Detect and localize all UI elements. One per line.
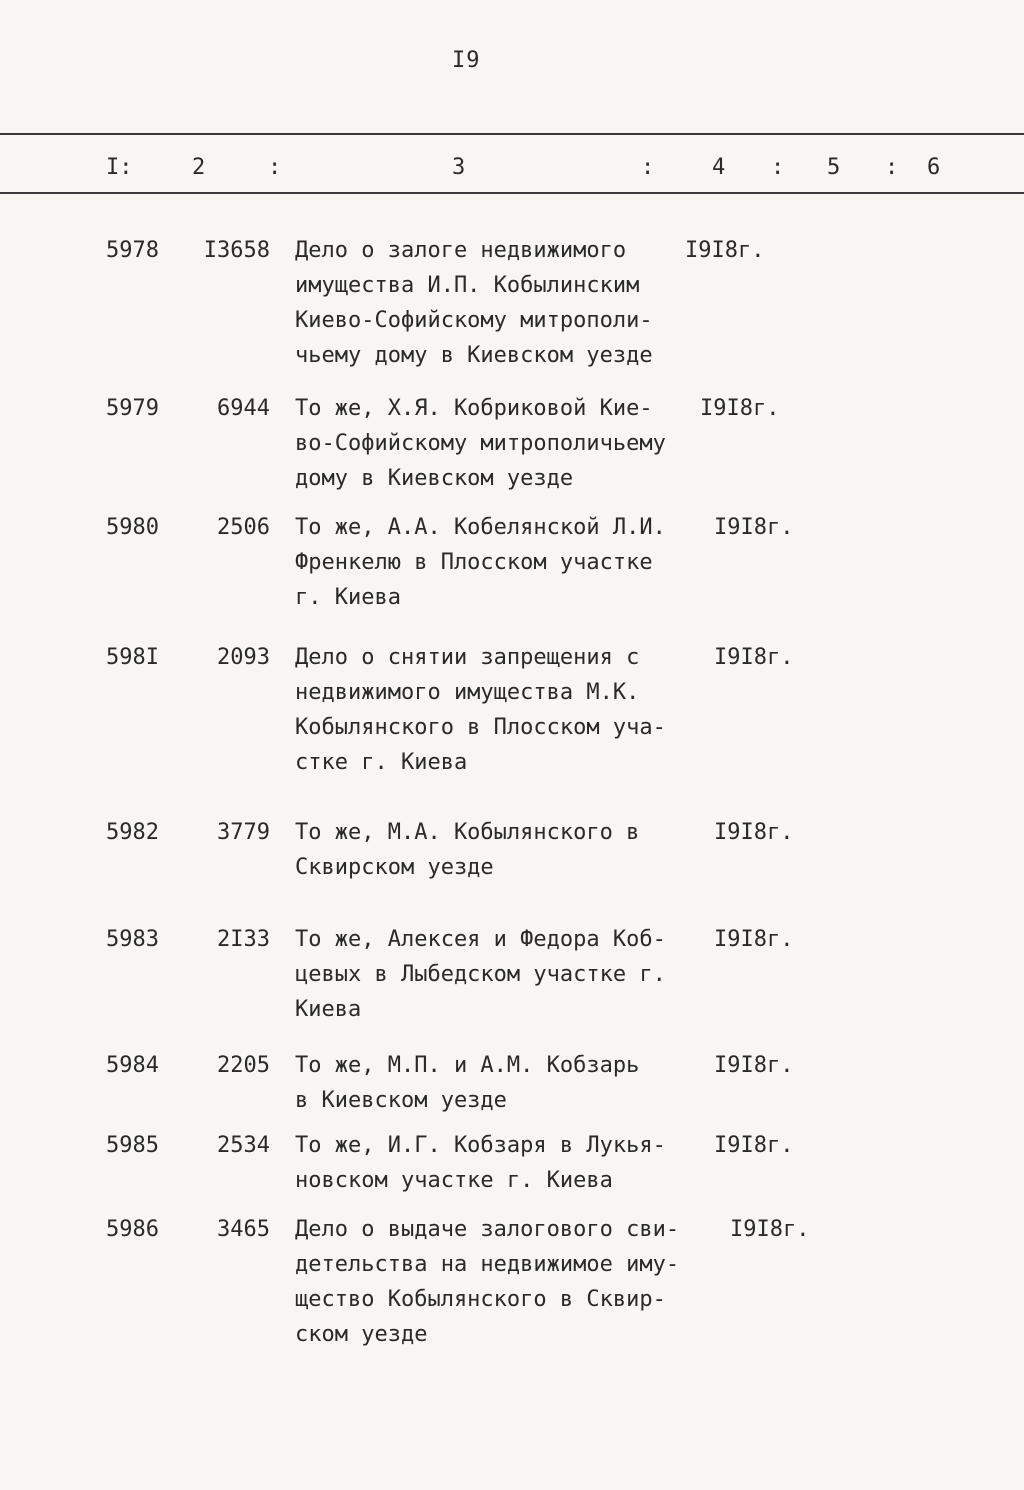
title-line: Френкелю в Плосском участке [295,550,653,575]
header-bottom-rule [0,192,1024,194]
title-line: То же, А.А. Кобелянской Л.И. [295,515,666,540]
entry-number: 5979 [106,396,159,421]
entry-date: I9I8г. [685,238,765,263]
title-line: детельства на недвижимое иму- [295,1252,680,1277]
title-line: Дело о выдаче залогового сви- [295,1217,680,1242]
old-number: 2534 [217,1133,270,1158]
header-col-3: 3 [452,155,466,180]
header-separator: : [771,155,785,180]
title-line: в Киевском уезде [295,1088,507,1113]
header-col-5: 5 [827,155,841,180]
entry-title [295,1212,715,1352]
title-line: Дело о залоге недвижимого [295,238,627,263]
title-line: То же, М.А. Кобылянского в [295,820,640,845]
old-number: 2093 [217,645,270,670]
entry-number: 5978 [106,238,159,263]
old-number: 2205 [217,1053,270,1078]
entry-title [295,922,715,1027]
title-line: То же, И.Г. Кобзаря в Лукья- [295,1133,666,1158]
header-col-1: I: [106,155,133,180]
header-separator: : [268,155,282,180]
entry-title [295,815,715,885]
entry-title [295,510,715,615]
entry-date: I9I8г. [700,396,780,421]
old-number: I3658 [203,238,270,263]
entry-date: I9I8г. [714,927,794,952]
title-line: стке г. Киева [295,750,468,775]
entry-date: I9I8г. [714,1053,794,1078]
page-number: I9 [452,48,481,73]
title-line: Дело о снятии запрещения с [295,645,640,670]
header-col-6: 6 [927,155,941,180]
entry-date: I9I8г. [714,1133,794,1158]
entry-date: I9I8г. [714,645,794,670]
title-line: недвижимого имущества М.К. [295,680,640,705]
old-number: 3465 [217,1217,270,1242]
title-line: щество Кобылянского в Сквир- [295,1287,666,1312]
entry-number: 598I [106,645,159,670]
header-col-2: 2 [192,155,206,180]
title-line: То же, М.П. и А.М. Кобзарь [295,1053,640,1078]
entry-title [295,233,715,373]
header-col-4: 4 [712,155,726,180]
title-line: во-Софийскому митрополичьему [295,431,666,456]
table-header [0,155,1024,185]
entry-title [295,640,715,780]
header-separator: : [641,155,655,180]
header-separator: : [885,155,899,180]
title-line: ском уезде [295,1322,428,1347]
title-line: имущества И.П. Кобылинским [295,273,640,298]
title-line: цевых в Лыбедском участке г. [295,962,666,987]
entry-title [295,391,715,496]
entry-title [295,1128,715,1198]
title-line: Киева [295,997,362,1022]
header-top-rule [0,133,1024,135]
title-line: Кобылянского в Плосском уча- [295,715,666,740]
old-number: 2I33 [217,927,270,952]
title-line: Сквирском уезде [295,855,494,880]
title-line: новском участке г. Киева [295,1168,613,1193]
title-line: Киево-Софийскому митрополи- [295,308,653,333]
old-number: 2506 [217,515,270,540]
title-line: То же, Алексея и Федора Коб- [295,927,666,952]
entry-title [295,1048,715,1118]
old-number: 3779 [217,820,270,845]
old-number: 6944 [217,396,270,421]
title-line: То же, Х.Я. Кобриковой Кие- [295,396,653,421]
entry-date: I9I8г. [714,820,794,845]
title-line: г. Киева [295,585,401,610]
title-line: дому в Киевском уезде [295,466,574,491]
entry-number: 5982 [106,820,159,845]
entry-number: 5984 [106,1053,159,1078]
entry-number: 5980 [106,515,159,540]
title-line: чьему дому в Киевском уезде [295,343,653,368]
entry-number: 5986 [106,1217,159,1242]
entry-date: I9I8г. [730,1217,810,1242]
entry-date: I9I8г. [714,515,794,540]
entry-number: 5983 [106,927,159,952]
entry-number: 5985 [106,1133,159,1158]
